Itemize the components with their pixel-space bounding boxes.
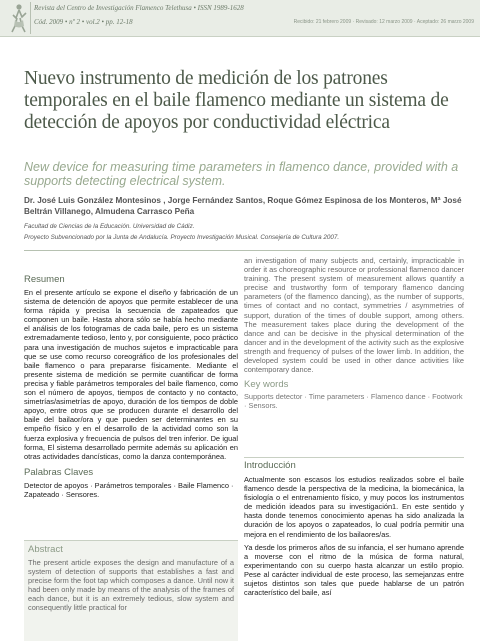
resumen-heading: Resumen: [24, 274, 65, 285]
article-title: Nuevo instrumento de medición de los patrones temporales en el baile flamenco mediante un sistema de detección de apoyos por conductividad eléctrica: [24, 68, 449, 133]
funding-note: Proyecto Subvencionado por la Junta de Andalucía. Proyecto Investigación Musical. Consejería de Cultura 2007.: [24, 234, 340, 241]
palabras-claves-text: Detector de apoyos · Parámetros temporales · Baile Flamenco · Zapateado · Sensores.: [24, 480, 234, 499]
dancer-figure-logo-icon: [8, 2, 31, 34]
author-list: Dr. José Luis González Montesinos , Jorge Fernández Santos, Roque Gómez Espinosa de los Monteros, Mª José Beltrán Villanego, Almudena Carrasco Peña: [24, 196, 462, 216]
submission-dates: Recibido: 21 febrero 2009 · Revisado: 12 marzo 2009 · Aceptado: 26 marzo 2009: [293, 19, 474, 25]
article-subtitle: New device for measuring time parameters in flamenco dance, provided with a supports detecting electrical system.: [24, 160, 459, 188]
keywords-heading: Key words: [244, 379, 289, 391]
keywords-text: Supports detector · Time parameters · Flamenco dance · Footwork · Sensors.: [244, 392, 463, 411]
journal-header: [0, 0, 480, 37]
introduccion-paragraph: Actualmente son escasos los estudios realizados sobre el baile flamenco desde la perspectiva de la medicina, la biomecánica, la fisiología o el entrenamiento físico, y muy pocos los instrumentos de medición ideados para su investigación1. En este sentido y hasta donde tenemos conocimiento apenas ha sido analizada la duración de los apoyos o zapateados, lo cual podría permitir una mejora en el rendimiento de los bailaores/as.: [244, 475, 464, 539]
divider: [24, 250, 460, 251]
abstract-continued-text: an investigation of many subjects and, certainly, impracticable in order it as choreographic resource or professional flamenco dancer training. The present system of measurement allows quantify a precise and trustworthy form of temporary flamenco dancing parameters (of the flamenco dancing), as the number of supports, times of contact and no contact, symmetries / asymmetries of support, duration of the times of double support, among others. The measurement takes place during the development of the dance and can be decisive in the physical determination of the dancer and in the development of the activity such as the explosive strength and frequency of pulses of the lower limb. In addition, the developed system could be used in other dance activities like contemporary dance.: [244, 256, 464, 375]
palabras-claves-heading: Palabras Claves: [24, 466, 94, 478]
resumen-text: En el presente artículo se expone el diseño y fabricación de un sistema de detención de apoyos que permite establecer de una forma rápida y precisa la secuencia de zapateados que componen un baile. Hasta ahora sólo se había hecho mediante el análisis de los fotogramas de cada baile, pero es un sistema extremadamente tedioso, lento y, por consiguiente, poco práctico para una investigación de muchos sujetos e impracticable para que se use como recurso coreográfico de los profesionales del baile flamenco o para prepararse físicamente. Mediante el presente sistema de medición se permite cuantificar de forma precisa y fiable parámetros temporales del baile flamenco, como son el número de apoyos, tiempos de contacto y no contacto, simetrías/asimetrías de apoyo, duración de los tiempos de doble apoyo, entre otros que se producen durante el desarrollo del baile del bailaor/ora y que pueden ser determinantes en su empeño físico y en el desarrollo de la actividad como son la fuerza explosiva y frecuencia de pulsos del tren inferior. De igual forma, El sistema desarrollado permite además su aplicación en otras actividades dancísticas, como la danza contemporánea.: [24, 288, 238, 461]
left-column: [24, 274, 238, 499]
introduccion-section: [244, 457, 464, 640]
abstract-heading: Abstract: [28, 544, 63, 555]
right-column: [244, 256, 464, 410]
journal-name: Revista del Centro de Investigación Flamenco Telethusa • ISSN 1989-1628: [34, 4, 244, 12]
affiliation: Facultad de Ciencias de la Educación. Universidad de Cádiz.: [24, 223, 195, 230]
abstract-box: [24, 540, 238, 641]
issue-info: Cód. 2009 • nº 2 • vol.2 • pp. 12-18: [34, 18, 133, 26]
introduccion-heading: Introducción: [244, 457, 464, 471]
affiliations: [24, 221, 464, 243]
abstract-text: The present article exposes the design and manufacture of a system of detection of supports that establishes a fast and precise form the foot tap which composes a dance. Until now it had been only made by means of the analysis of the frames of each dance, but it is an extremely tedious, slow system and consequently little practical for: [28, 558, 234, 613]
introduccion-paragraph: Ya desde los primeros años de su infancia, el ser humano aprende a moverse con el ritmo de la música de forma natural, experimentando con su cuerpo hasta alcanzar un estilo propio. Pese al carácter individual de este proceso, las semejanzas entre sujetos distintos son tales que puede hablarse de un patrón característico del baile, así: [244, 542, 464, 598]
